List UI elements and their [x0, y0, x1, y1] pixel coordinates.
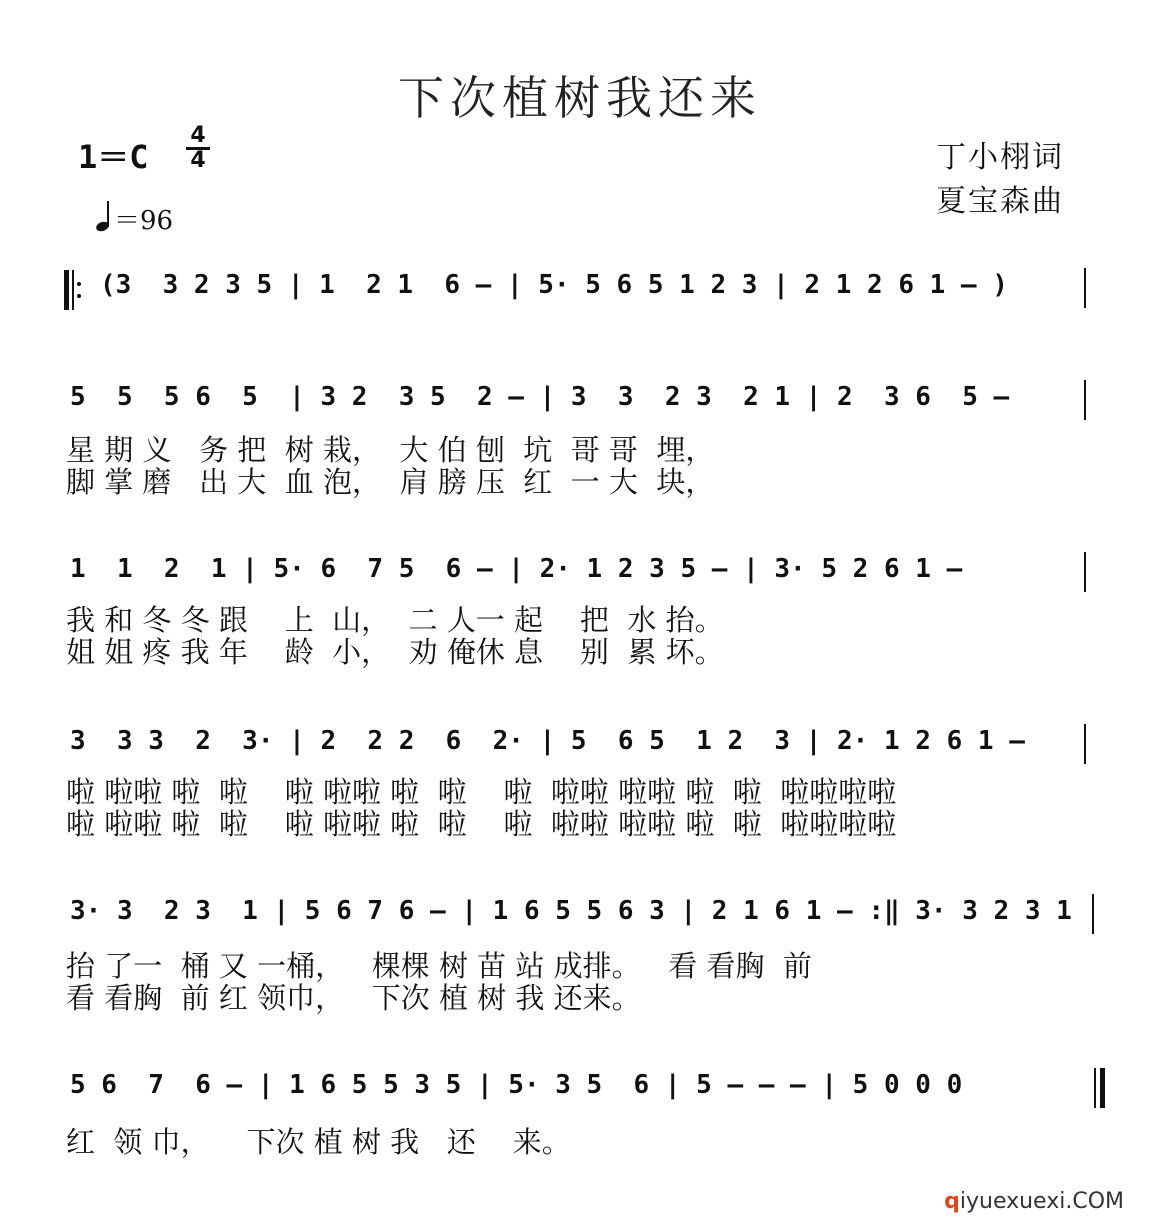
music-system-2: [0, 374, 1160, 499]
music-system-6: [0, 1062, 1160, 1159]
quarter-note-icon: [96, 201, 114, 233]
lyric-verse-2: 啦 啦啦 啦 啦 啦 啦啦 啦 啦 啦 啦啦 啦啦 啦 啦 啦啦啦啦: [66, 807, 897, 841]
lyric-verse-1: 星 期 义 务 把 树 栽， 大 伯 刨 坑 哥 哥 埋，: [66, 433, 715, 467]
composer: 夏宝森曲: [936, 184, 1064, 219]
lyric-verse-1: 我 和 冬 冬 跟 上 山， 二 人一 起 把 水 抬。: [66, 603, 724, 637]
time-signature-top: 4: [190, 123, 206, 148]
time-signature-bottom: 4: [190, 148, 206, 173]
repeat-start-sign: [64, 270, 94, 310]
lyric-verse-2: 姐 姐 疼 我 年 龄 小， 劝 俺休 息 别 累 坏。: [66, 635, 724, 669]
barline: [1084, 268, 1086, 308]
music-system-5: [0, 888, 1160, 1015]
credits: [936, 136, 1064, 224]
tempo-value: ＝96: [114, 206, 174, 236]
lyric-verse-2: 看 看胸 前 红 领巾， 下次 植 树 我 还来。: [66, 981, 641, 1015]
time-signature: [186, 123, 210, 173]
notes-line: 3 3 3 2 3· | 2 2 2 6 2· | 5 6 5 1 2 3 | 2· 1 2 6 1 –: [70, 726, 1025, 756]
music-system-4: [0, 718, 1160, 841]
music-system-1: [0, 262, 1160, 342]
tempo-marking: [96, 200, 173, 237]
notes-line: (3 3 2 3 5 | 1 2 1 6 – | 5· 5 6 5 1 2 3 | 2 1 2 6 1 – ): [100, 270, 1008, 300]
lyric-verse-1: 抬 了一 桶 又 一桶， 棵棵 树 苗 站 成排。 看 看胸 前: [66, 949, 812, 983]
notes-line: 3· 3 2 3 1 | 5 6 7 6 – | 1 6 5 5 6 3 | 2 1 6 1 – :‖ 3· 3 2 3 1: [70, 896, 1072, 926]
lyricist: 丁小栩词: [936, 140, 1064, 175]
notes-line: 1 1 2 1 | 5· 6 7 5 6 – | 2· 1 2 3 5 – | 3· 5 2 6 1 –: [70, 554, 963, 584]
lyric-verse-2: 脚 掌 磨 出 大 血 泡， 肩 膀 压 红 一 大 块，: [66, 465, 715, 499]
barline: [1084, 380, 1086, 420]
song-title: 下次植树我还来: [398, 71, 762, 125]
lyric-verse-1: 啦 啦啦 啦 啦 啦 啦啦 啦 啦 啦 啦啦 啦啦 啦 啦 啦啦啦啦: [66, 775, 897, 809]
key-signature: 1＝C: [78, 138, 149, 176]
site-watermark: qiyuexuexi.COM: [944, 1189, 1124, 1214]
barline: [1092, 894, 1094, 934]
lyric-verse-1: 红 领 巾， 下次 植 树 我 还 来。: [66, 1125, 571, 1159]
barline: [1084, 552, 1086, 592]
music-system-3: [0, 546, 1160, 669]
barline: [1084, 724, 1086, 764]
notes-line: 5 5 5 6 5 | 3 2 3 5 2 – | 3 3 2 3 2 1 | 2 3 6 5 –: [70, 382, 1010, 412]
notes-line: 5 6 7 6 – | 1 6 5 5 3 5 | 5· 3 5 6 | 5 – – – | 5 0 0 0: [70, 1070, 963, 1100]
